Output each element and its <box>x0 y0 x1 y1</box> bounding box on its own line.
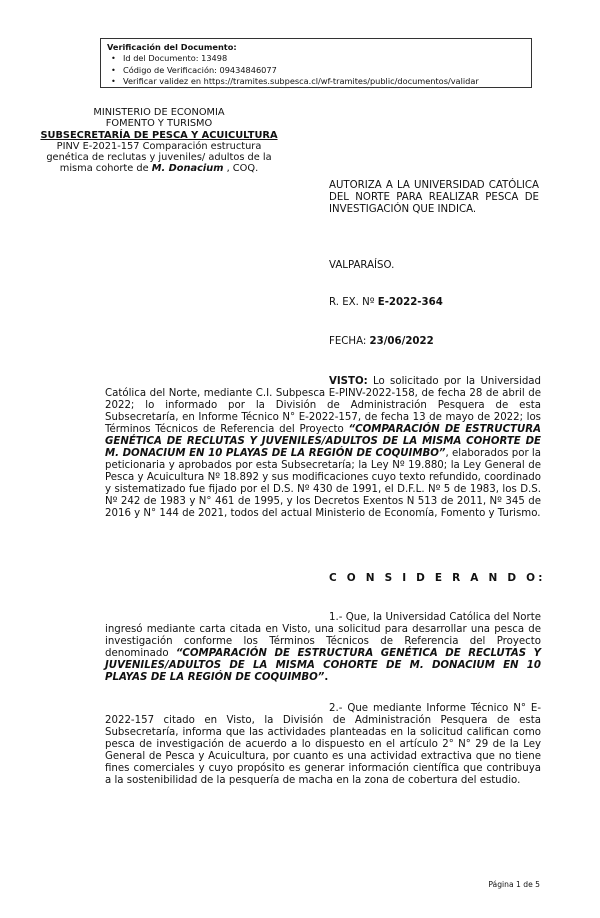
resolution-date <box>329 336 434 348</box>
reference-line-b: genética de reclutas y juveniles/ adultos de la <box>46 152 272 164</box>
verification-item-url[interactable]: • Verificar validez en https://tramites.subpesca.cl/wf-tramites/public/documentos/validar <box>123 76 525 87</box>
reference-c-text-2: , COQ. <box>223 163 259 175</box>
resolution-subject: AUTORIZA A LA UNIVERSIDAD CATÓLICA DEL NORTE PARA REALIZAR PESCA DE INVESTIGACIÓN QUE INDICA. <box>329 180 539 215</box>
visto-project-title: “COMPARACIÓN DE ESTRUCTURA GENÉTICA DE RECLUTAS Y JUVENILES/ADULTOS DE LA MISMA COHORTE DE M. DONACIUM EN 10 PLAYAS DE LA REGIÓN DE COQUIMBO” <box>105 424 541 459</box>
reference-c-text-1: misma cohorte de <box>59 163 152 175</box>
ministry-line-2: FOMENTO Y TURISMO <box>105 118 213 130</box>
verification-list <box>107 53 525 87</box>
ministry-line-1: MINISTERIO DE ECONOMIA <box>93 107 225 118</box>
page-number: Página 1 de 5 <box>488 880 540 889</box>
resolution-number <box>329 297 443 309</box>
date-label: FECHA: <box>329 336 370 347</box>
verification-box <box>100 38 532 88</box>
reference-species: M. Donacium <box>151 163 224 175</box>
verification-title: Verificación del Documento: <box>107 42 237 52</box>
considerando-paragraph-2: 2.- Que mediante Informe Técnico N° E-2022-157 citado en Visto, la División de Administración Pesquera de esta Subsecretaría, informa que las actividades planteadas en la solicitud califican como pesca de investigación de acuerdo a lo dispuesto en el artículo 2° N° 29 de la Ley General de Pesca y Acuicultura, por cuanto es una actividad extractiva que no tiene fines comerciales y cuyo propósito es generar información científica que contribuya a la sostenibilidad de la pesquería de macha en la zona de cobertura del estudio. <box>105 703 541 786</box>
visto-label: VISTO: <box>329 376 368 387</box>
considerando-1-text-a: 1.- Que, la Universidad Católica del Norte ingresó mediante carta citada en Visto, una solicitud para desarrollar una pesca de investigación conforme los Términos Técnicos de Referencia del Proyecto denominado <box>105 612 541 659</box>
visto-text-a: Lo solicitado por la Universidad Católica del Norte, mediante C.I. Subpesca E-PINV-2022-158, de fecha 28 de abril de 2022; lo informado por la División de Administración Pesquera de esta Subsecretaría, en Informe Técnico N° E-2022-157, de fecha 13 de mayo de 2022; los Términos Técnicos de Referencia del Proyecto <box>105 376 541 435</box>
verification-item-code: • Código de Verificación: 09434846077 <box>123 65 525 76</box>
considerando-1-text-b: . <box>324 672 329 683</box>
considerando-1-project-title: “COMPARACIÓN DE ESTRUCTURA GENÉTICA DE RECLUTAS Y JUVENILES/ADULTOS DE LA MISMA COHORTE DE M. DONACIUM EN 10 PLAYAS DE LA REGIÓN DE COQUIMBO” <box>105 648 541 683</box>
visto-paragraph <box>105 376 541 520</box>
rex-label: R. EX. Nº <box>329 297 378 308</box>
resolution-place: VALPARAÍSO. <box>329 260 395 271</box>
ministry-header <box>28 107 290 175</box>
subsecretaria-title: SUBSECRETARÍA DE PESCA Y ACUICULTURA <box>40 129 278 141</box>
reference-line-c <box>28 163 290 174</box>
considerando-paragraph-1 <box>105 612 541 684</box>
considerando-heading: C O N S I D E R A N D O: <box>329 572 546 584</box>
visto-text-b: , elaborados por la peticionaria y aprobados por esta Subsecretaría; la Ley Nº 19.880; la Ley General de Pesca y Acuicultura Nº 18.892 y sus modificaciones cuyo texto refundido, coordinado y sistematizado fue fijado por el D.S. Nº 430 de 1991, el D.F.L. Nº 5 de 1983, los D.S. Nº 242 de 1983 y N° 461 de 1995, y los Decretos Exentos N 513 de 2011, Nº 345 de 2016 y N° 144 de 2021, todos del actual Ministerio de Economía, Fomento y Turismo. <box>105 448 541 519</box>
rex-value: E-2022-364 <box>377 297 443 308</box>
verification-item-id: • Id del Documento: 13498 <box>123 53 525 64</box>
reference-line-a: PINV E-2021-157 Comparación estructura <box>56 140 262 152</box>
date-value: 23/06/2022 <box>369 336 434 347</box>
